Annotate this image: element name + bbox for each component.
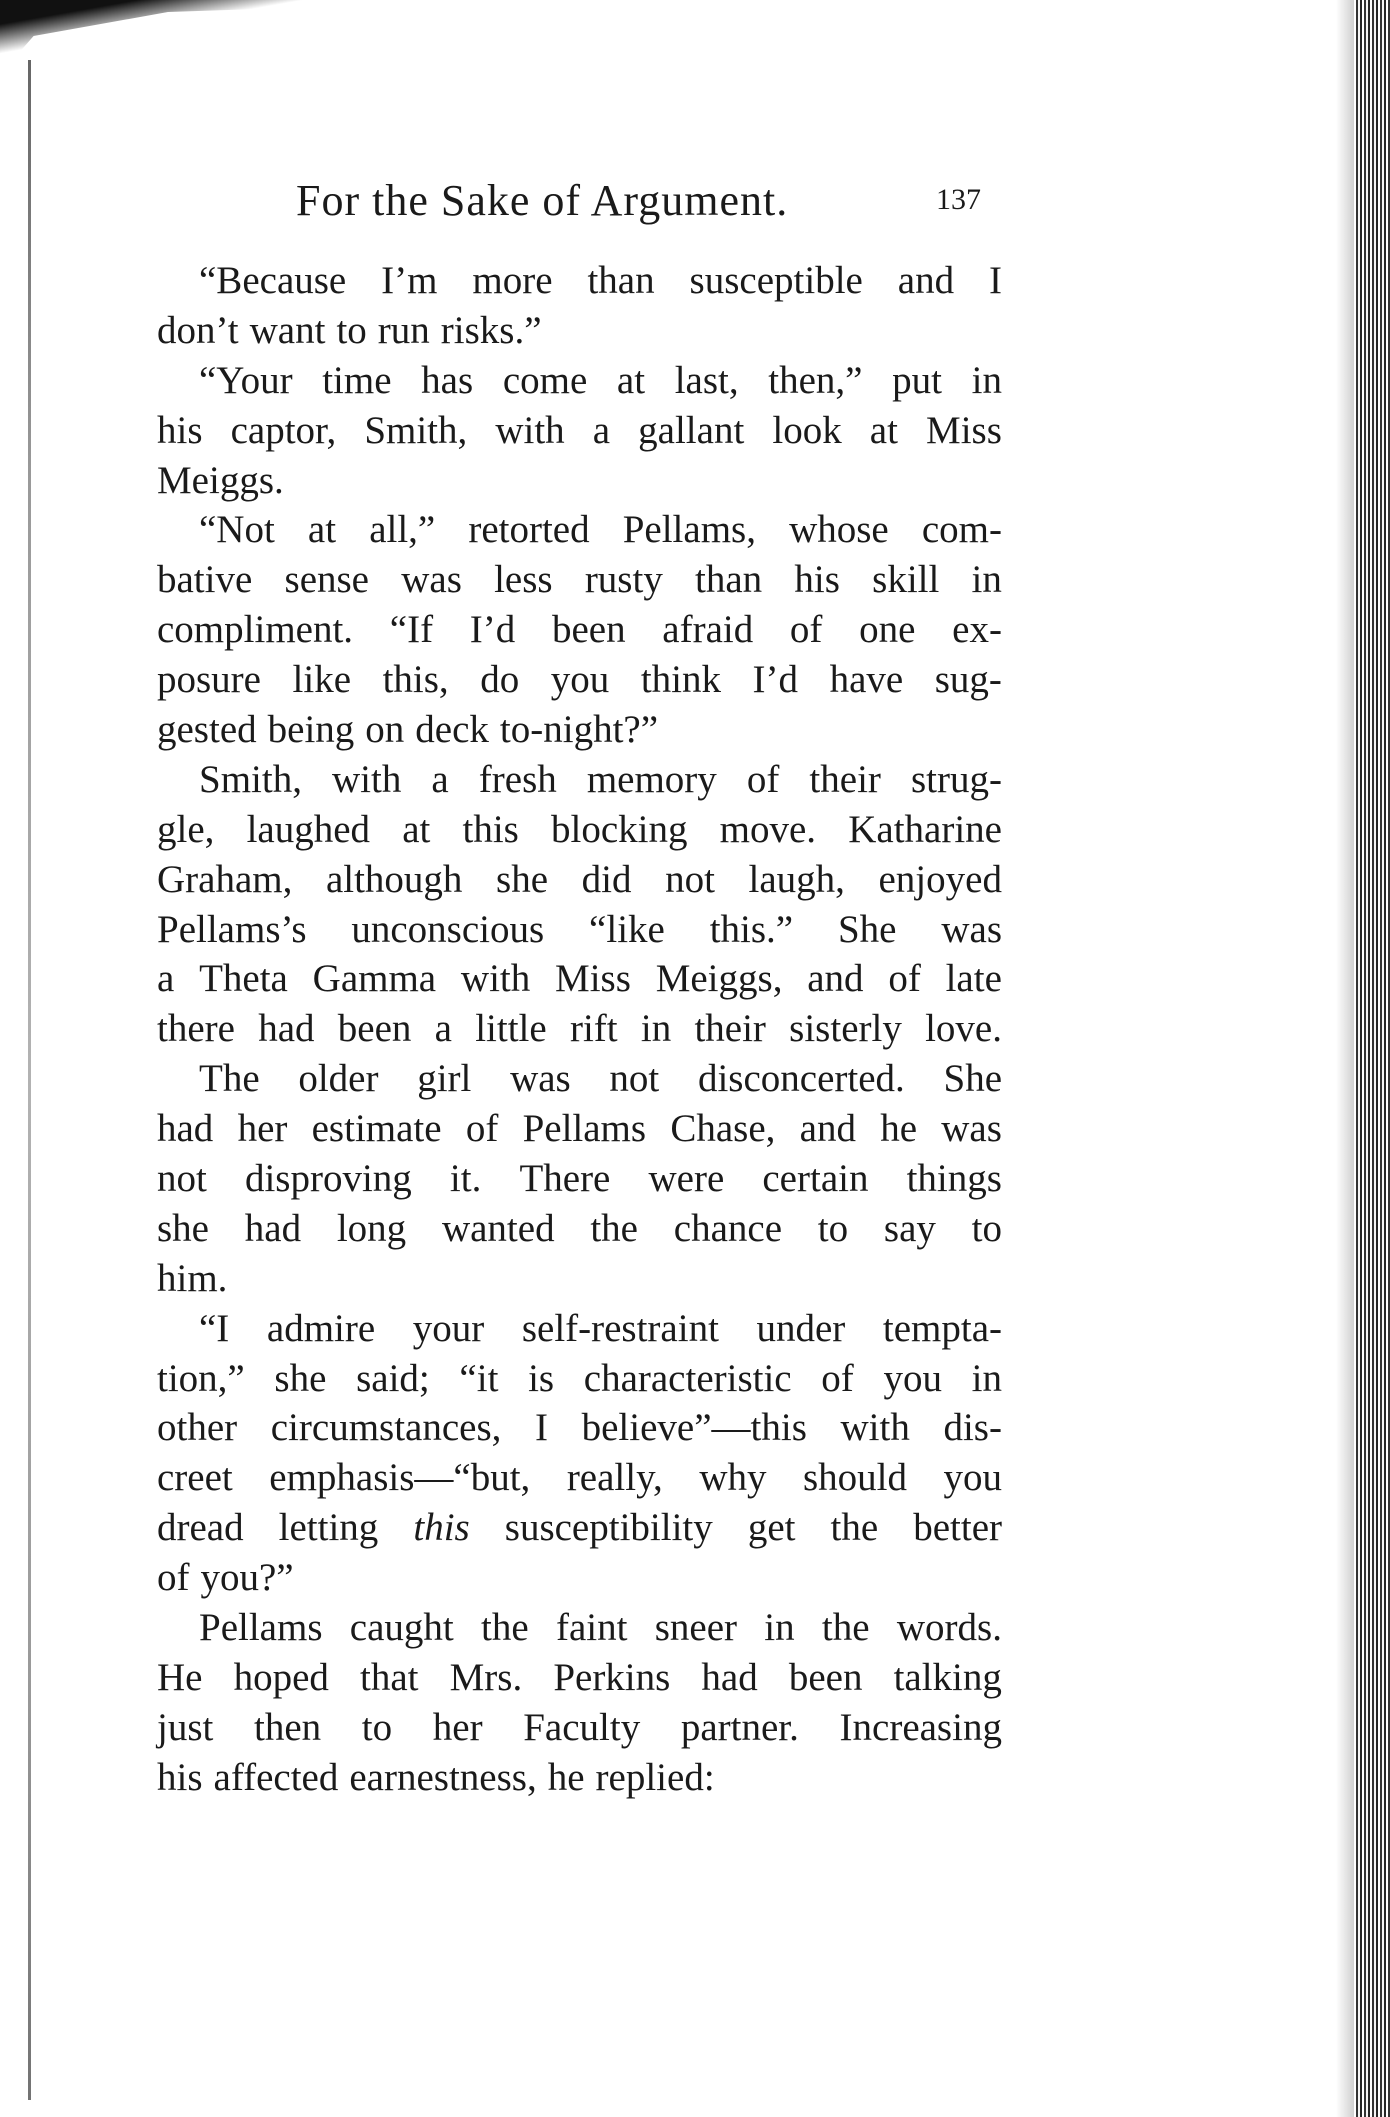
word: move.	[719, 807, 817, 851]
word: better	[913, 1506, 1002, 1550]
word: was	[941, 907, 1002, 951]
word: words.	[896, 1606, 1002, 1650]
text-line	[157, 805, 1002, 855]
word: Chase,	[670, 1107, 776, 1151]
word: of	[465, 1107, 499, 1151]
word: rusty	[584, 558, 663, 602]
scan-corner-shadow	[0, 0, 420, 60]
text-line	[157, 1653, 1002, 1703]
word: this.”	[709, 907, 794, 951]
word: she	[274, 1356, 327, 1400]
text-line	[157, 1553, 1002, 1603]
word: of	[888, 957, 921, 1001]
word: although	[325, 857, 463, 901]
word: he	[880, 1107, 918, 1151]
text-line	[157, 755, 1002, 805]
word: “Not	[199, 508, 275, 552]
text-line	[157, 1354, 1002, 1404]
word: captor,	[230, 408, 337, 452]
word: tempta-	[882, 1306, 1002, 1350]
word: affected	[213, 1755, 339, 1799]
word: the	[590, 1206, 638, 1250]
word: believe”—this	[581, 1406, 807, 1450]
word: blocking	[551, 807, 688, 851]
word: you	[883, 1356, 942, 1400]
word: creet	[157, 1456, 233, 1500]
word: do	[480, 658, 520, 702]
word: The	[199, 1057, 260, 1101]
text-line	[157, 605, 1002, 655]
word: sense	[284, 558, 369, 602]
word: to	[361, 1705, 393, 1749]
word: had	[244, 1206, 302, 1250]
word: Katharine	[848, 807, 1002, 851]
text-line	[157, 1403, 1002, 1453]
word: gle,	[157, 807, 215, 851]
word: risks.”	[440, 308, 542, 352]
word: have	[829, 658, 904, 702]
word: “Because	[199, 259, 347, 302]
word: susceptible	[689, 259, 863, 302]
word: wanted	[441, 1206, 555, 1250]
text-line	[157, 1603, 1002, 1653]
word: put	[892, 358, 942, 402]
word: retorted	[468, 508, 590, 552]
word: Graham,	[157, 857, 293, 901]
word: bative	[157, 558, 253, 602]
word: com-	[921, 508, 1002, 552]
text-line	[157, 1204, 1002, 1254]
word: this,	[382, 658, 449, 702]
word: Smith,	[199, 757, 302, 801]
word: Meiggs,	[655, 957, 783, 1001]
word: and	[799, 1107, 856, 1151]
word: dis-	[943, 1406, 1002, 1450]
word: in	[971, 558, 1002, 602]
word: his	[157, 1755, 203, 1799]
word: say	[883, 1206, 936, 1250]
word: being	[267, 708, 355, 752]
word: things	[906, 1157, 1002, 1201]
word: of	[157, 1556, 190, 1600]
word: faint	[555, 1606, 628, 1650]
text-line	[157, 306, 1002, 356]
word: then,”	[768, 358, 863, 402]
word: come	[502, 358, 588, 402]
word: partner.	[680, 1705, 799, 1749]
word: time	[322, 358, 392, 402]
word: his	[157, 408, 203, 452]
word: of	[789, 608, 823, 652]
word: you	[550, 658, 610, 702]
word: dread	[157, 1506, 244, 1550]
text-line	[157, 1104, 1002, 1154]
word: circumstances,	[270, 1406, 502, 1450]
word: Pellams’s	[157, 907, 307, 951]
word: earnestness,	[349, 1755, 537, 1799]
word: at	[307, 508, 337, 552]
running-head-title: For the Sake of Argument.	[296, 176, 789, 225]
word: Pellams,	[622, 508, 756, 552]
word: at	[869, 408, 898, 452]
word: of	[746, 757, 780, 801]
word: in	[971, 358, 1002, 402]
word: Mrs.	[449, 1655, 523, 1699]
word: I’d	[752, 658, 799, 702]
word: certain	[762, 1157, 869, 1201]
word: it.	[449, 1157, 482, 1201]
word: emphasis—“but,	[269, 1456, 531, 1500]
word: is	[528, 1356, 555, 1400]
word: should	[802, 1456, 907, 1500]
word: tion,”	[157, 1356, 245, 1400]
word: her	[432, 1705, 483, 1749]
word: this	[413, 1506, 470, 1550]
word: has	[421, 358, 474, 402]
word: one	[859, 608, 916, 652]
word: don’t	[157, 308, 239, 352]
text-line	[157, 256, 1002, 306]
word: Perkins	[553, 1655, 671, 1699]
text-line	[157, 505, 1002, 555]
word: fresh	[478, 757, 557, 801]
word: characteristic	[583, 1356, 792, 1400]
word: enjoyed	[878, 857, 1002, 901]
word: with	[332, 757, 402, 801]
word: unconscious	[351, 907, 545, 951]
binding-shadow	[1336, 0, 1354, 2117]
word: ex-	[952, 608, 1002, 652]
word: whose	[789, 508, 889, 552]
word: a	[592, 408, 611, 452]
word: had	[157, 1107, 214, 1151]
word: Gamma	[312, 957, 437, 1001]
text-line	[157, 705, 1002, 755]
word: Miss	[555, 957, 631, 1001]
word: with	[840, 1406, 910, 1450]
word: in	[764, 1606, 795, 1650]
word: him.	[157, 1256, 228, 1300]
word: of	[821, 1356, 854, 1400]
word: caught	[349, 1606, 454, 1650]
word: really,	[566, 1456, 663, 1500]
word: were	[648, 1157, 725, 1201]
word: disconcerted.	[697, 1057, 905, 1101]
word: I’m	[381, 259, 438, 302]
word: less	[494, 558, 553, 602]
word: just	[157, 1705, 214, 1749]
word: disproving	[244, 1157, 412, 1201]
word: was	[401, 558, 462, 602]
word: compliment.	[157, 608, 354, 652]
word: “it	[459, 1356, 499, 1400]
word: than	[587, 259, 655, 302]
word: then	[254, 1705, 322, 1749]
word: sug-	[934, 658, 1002, 702]
word: memory	[586, 757, 717, 801]
word: think	[640, 658, 721, 702]
word: why	[699, 1456, 767, 1500]
word: she	[157, 1206, 209, 1250]
word: with	[460, 957, 531, 1001]
word: the	[481, 1606, 529, 1650]
word: I	[989, 259, 1002, 302]
book-binding-edge	[1354, 0, 1390, 2117]
word: “Your	[199, 358, 293, 402]
word: strug-	[910, 757, 1002, 801]
word: admire	[266, 1306, 376, 1350]
word: rift	[569, 1007, 618, 1051]
word: there	[157, 1007, 235, 1051]
word: not	[609, 1057, 660, 1101]
word: “I	[199, 1306, 230, 1350]
word: his	[794, 558, 840, 602]
word: Miss	[926, 408, 1002, 452]
text-line	[157, 905, 1002, 955]
word: girl	[417, 1057, 472, 1101]
word: in	[640, 1007, 672, 1051]
word: estimate	[311, 1107, 442, 1151]
scan-edge-line	[28, 60, 31, 2100]
word: the	[821, 1606, 870, 1650]
word: she	[496, 857, 549, 901]
word: a	[434, 1007, 452, 1051]
word: more	[472, 259, 553, 302]
word: your	[412, 1306, 485, 1350]
word: afraid	[662, 608, 754, 652]
word: “like	[589, 907, 665, 951]
word: been	[788, 1655, 863, 1699]
text-line	[157, 954, 1002, 1004]
word: and	[807, 957, 864, 1001]
body-text	[157, 256, 1002, 1803]
word: self-restraint	[521, 1306, 719, 1350]
word: Theta	[199, 957, 288, 1001]
word: replied:	[595, 1755, 715, 1799]
word: get	[747, 1506, 796, 1550]
word: “If	[389, 608, 434, 652]
text-line	[157, 1703, 1002, 1753]
word: chance	[673, 1206, 783, 1250]
word: at	[616, 358, 646, 402]
word: last,	[674, 358, 739, 402]
word: Pellams	[199, 1606, 323, 1650]
word: Meiggs.	[157, 458, 284, 502]
word: with	[495, 408, 565, 452]
word: a	[157, 957, 175, 1001]
text-line	[157, 655, 1002, 705]
word: look	[772, 408, 842, 452]
text-line	[157, 1254, 1002, 1304]
word: older	[298, 1057, 379, 1101]
word: sneer	[654, 1606, 738, 1650]
word: said;	[356, 1356, 430, 1400]
word: There	[519, 1157, 611, 1201]
word: not	[665, 857, 715, 901]
word: at	[402, 807, 431, 851]
text-line	[157, 555, 1002, 605]
word: run	[377, 308, 430, 352]
word: under	[756, 1306, 846, 1350]
word: Increasing	[839, 1705, 1002, 1749]
word: long	[336, 1206, 407, 1250]
word: susceptibility	[504, 1506, 713, 1550]
text-line	[157, 1753, 1002, 1803]
word: want	[249, 308, 326, 352]
word: he	[547, 1755, 585, 1799]
word: not	[157, 1157, 207, 1201]
word: a	[431, 757, 449, 801]
word: been	[337, 1007, 412, 1051]
word: to	[817, 1206, 849, 1250]
word: like	[292, 658, 352, 702]
word: She	[943, 1057, 1002, 1101]
word: I’d	[469, 608, 516, 652]
word: all,”	[369, 508, 436, 552]
word: and	[897, 259, 955, 302]
word: deck	[415, 708, 489, 752]
word: was	[941, 1107, 1002, 1151]
word: other	[157, 1406, 238, 1450]
word: you?”	[200, 1556, 294, 1600]
word: to	[971, 1206, 1002, 1250]
word: their	[809, 757, 881, 801]
word: gested	[157, 708, 257, 752]
word: to	[336, 308, 367, 352]
word: in	[971, 1356, 1002, 1400]
word: on	[365, 708, 405, 752]
text-line	[157, 1304, 1002, 1354]
word: posure	[157, 658, 261, 702]
word: been	[551, 608, 626, 652]
text-line	[157, 456, 1002, 506]
word: the	[830, 1506, 879, 1550]
word: you	[943, 1456, 1002, 1500]
word: sisterly	[789, 1007, 902, 1051]
word: that	[360, 1655, 419, 1699]
text-line	[157, 406, 1002, 456]
word: Pellams	[522, 1107, 647, 1151]
running-head	[296, 175, 996, 235]
text-line	[157, 356, 1002, 406]
word: letting	[278, 1506, 379, 1550]
word: their	[694, 1007, 766, 1051]
word: had	[258, 1007, 315, 1051]
word: She	[837, 907, 897, 951]
word: Faculty	[523, 1705, 641, 1749]
word: He	[157, 1655, 203, 1699]
word: skill	[872, 558, 940, 602]
word: had	[701, 1655, 758, 1699]
text-line	[157, 1054, 1002, 1104]
word: late	[945, 957, 1002, 1001]
word: little	[475, 1007, 547, 1051]
word: was	[510, 1057, 571, 1101]
word: hoped	[233, 1655, 329, 1699]
word: than	[695, 558, 763, 602]
word: her	[237, 1107, 288, 1151]
word: talking	[893, 1655, 1002, 1699]
word: love.	[925, 1007, 1002, 1051]
text-line	[157, 1154, 1002, 1204]
text-line	[157, 1503, 1002, 1553]
text-line	[157, 1453, 1002, 1503]
word: Smith,	[364, 408, 468, 452]
page-number: 137	[936, 183, 981, 216]
word: I	[535, 1406, 549, 1450]
word: this	[462, 807, 519, 851]
word: did	[581, 857, 632, 901]
word: laughed	[246, 807, 371, 851]
text-line	[157, 855, 1002, 905]
word: gallant	[638, 408, 745, 452]
word: to-night?”	[499, 708, 659, 752]
text-line	[157, 1004, 1002, 1054]
word: laugh,	[748, 857, 845, 901]
